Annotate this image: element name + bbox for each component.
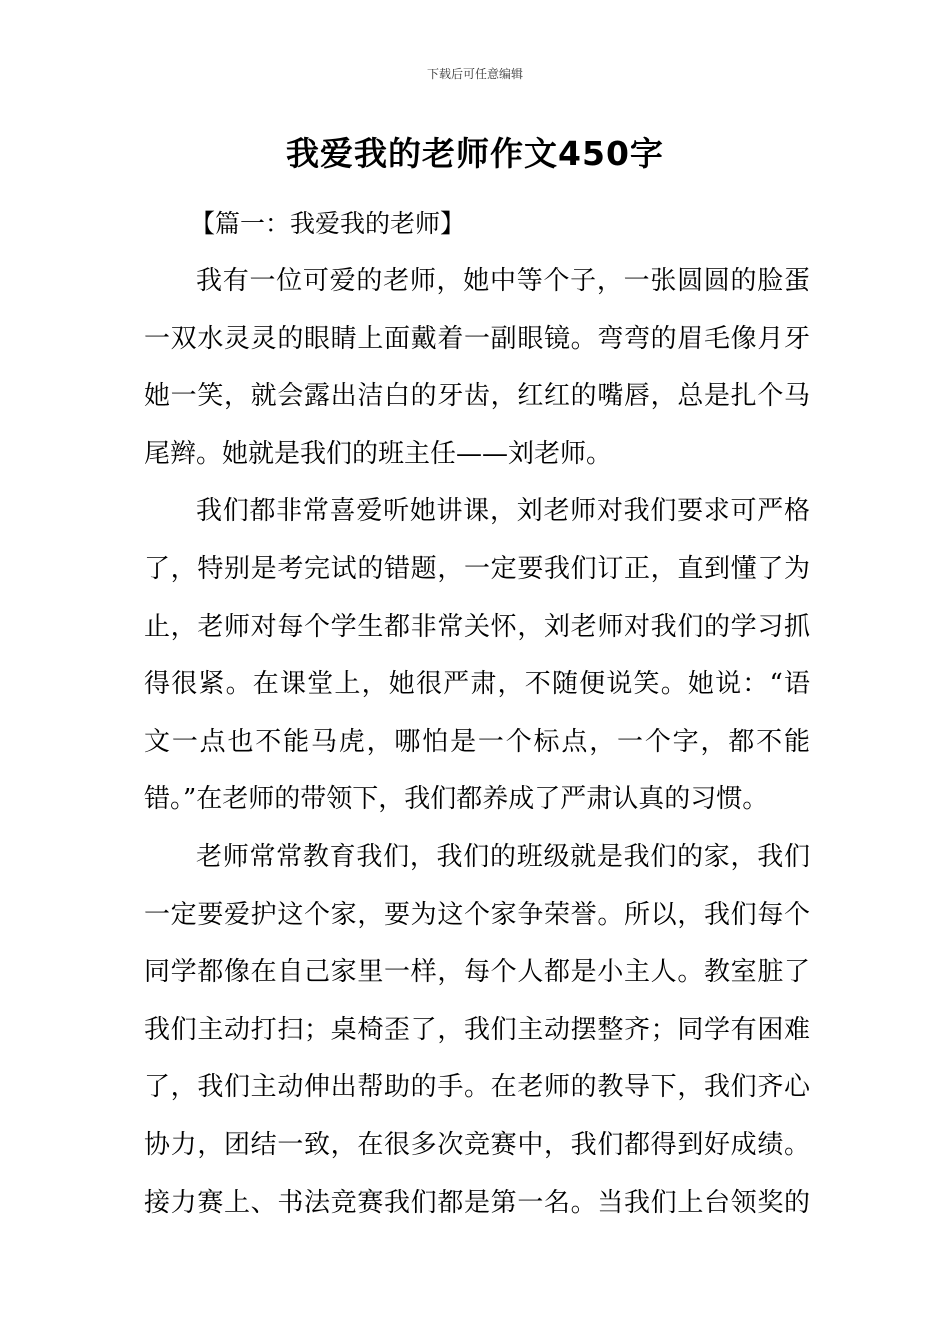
paragraph-line: 尾辫。她就是我们的班主任——刘老师。 xyxy=(144,438,613,469)
paragraph-line: 她一笑，就会露出洁白的牙齿，红红的嘴唇，总是扎个马 xyxy=(144,381,810,412)
paragraph-line: 得很紧。在课堂上，她很严肃，不随便说笑。她说：“语 xyxy=(144,669,810,700)
paragraph-3 xyxy=(144,833,810,1236)
paragraph-1 xyxy=(144,257,810,487)
paragraph-line: 一双水灵灵的眼睛上面戴着一副眼镜。弯弯的眉毛像月牙 xyxy=(144,323,810,354)
paragraph-line: 协力，团结一致，在很多次竞赛中，我们都得到好成绩。 xyxy=(144,1129,810,1160)
paragraph-line: 止，老师对每个学生都非常关怀，刘老师对我们的学习抓 xyxy=(144,611,810,642)
paragraph-line: 老师常常教育我们，我们的班级就是我们的家，我们 xyxy=(196,841,810,872)
header-note: 下载后可任意编辑 xyxy=(426,67,523,81)
document-title: 我爱我的老师作文450字 xyxy=(286,134,664,173)
section-heading: 【篇一：我爱我的老师】 xyxy=(190,209,466,238)
paragraph-line: 我们主动打扫；桌椅歪了，我们主动摆整齐；同学有困难 xyxy=(144,1014,810,1045)
paragraph-line: 同学都像在自己家里一样，每个人都是小主人。教室脏了 xyxy=(144,957,810,988)
paragraph-line: 一定要爱护这个家，要为这个家争荣誉。所以，我们每个 xyxy=(144,899,810,930)
document-body xyxy=(144,257,810,1236)
paragraph-line: 文一点也不能马虎，哪怕是一个标点，一个字，都不能 xyxy=(144,726,810,757)
paragraph-line: 我有一位可爱的老师，她中等个子，一张圆圆的脸蛋 xyxy=(196,266,810,296)
paragraph-line: 错。”在老师的带领下，我们都养成了严肃认真的习惯。 xyxy=(144,784,769,815)
paragraph-line: 我们都非常喜爱听她讲课，刘老师对我们要求可严格 xyxy=(196,496,810,527)
paragraph-2 xyxy=(144,487,810,833)
paragraph-line: 接力赛上、书法竞赛我们都是第一名。当我们上台领奖的 xyxy=(144,1187,810,1218)
paragraph-line: 了，我们主动伸出帮助的手。在老师的教导下，我们齐心 xyxy=(144,1072,810,1103)
paragraph-line: 了，特别是考完试的错题，一定要我们订正，直到懂了为 xyxy=(144,553,810,584)
